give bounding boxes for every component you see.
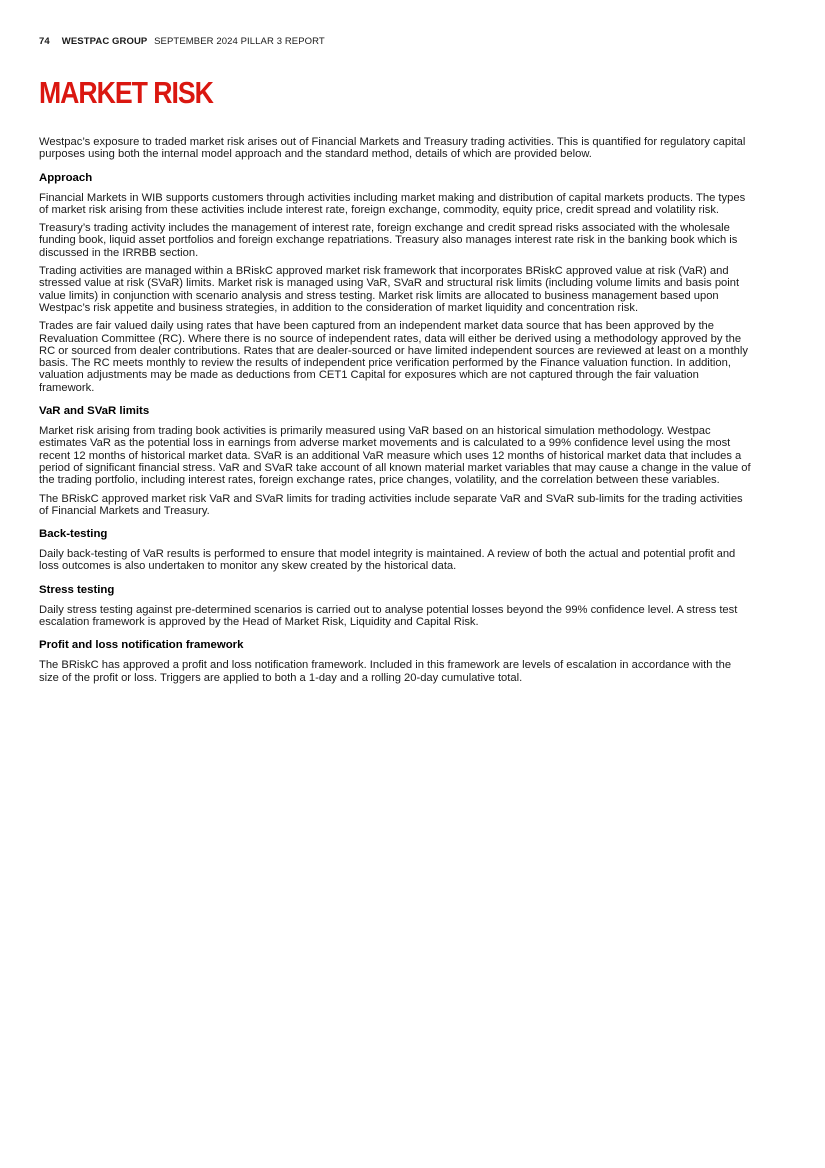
body-paragraph: Market risk arising from trading book activities is primarily measured using VaR based on an historical simulation methodology. Westpac estimates VaR as the potential loss in earnings from adverse market movements and is calculated to a 99% confidence level using the most recent 12 months of historical market data. SVaR is an additional VaR measure which uses 12 months of historical market data that includes a period of significant financial stress. VaR and SVaR take account of all known material market variables that may cause a change in the value of the trading portfolio, including interest rates, foreign exchange rates, price changes, volatility, and the correlation between these variables. <box>39 425 751 487</box>
section-heading: VaR and SVaR limits <box>39 405 150 418</box>
page-number: 74 <box>39 36 50 47</box>
body-paragraph: The BRiskC approved market risk VaR and SVaR limits for trading activities include separate VaR and SVaR sub-limits for the trading activities of Financial Markets and Treasury. <box>39 492 743 517</box>
section-heading: Stress testing <box>39 583 115 596</box>
body-paragraph: The BRiskC has approved a profit and loss notification framework. Included in this framework are levels of escalation in accordance with the size of the profit or loss. Triggers are applied to both a 1-day and a rolling 20-day cumulative total. <box>39 659 732 684</box>
document-body <box>39 136 751 690</box>
running-header <box>39 36 325 47</box>
body-paragraph: Daily back-testing of VaR results is performed to ensure that model integrity is maintained. A review of both the actual and potential profit and loss outcomes is also undertaken to monitor any skew created by the historical data. <box>39 548 736 573</box>
section-stress-testing <box>39 584 751 629</box>
organization-name: WESTPAC GROUP <box>61 36 148 47</box>
body-paragraph: Daily stress testing against pre-determined scenarios is carried out to analyse potential losses beyond the 99% confidence level. A stress test escalation framework is approved by the Head of Market Risk, Liquidity and Capital Risk. <box>39 603 738 629</box>
body-paragraph: Trading activities are managed within a BRiskC approved market risk framework that incorporates BRiskC approved value at risk (VaR) and stressed value at risk (SVaR) limits. Market risk is managed using VaR, SVaR and structural risk limits (including volume limits and basis point value limits) in conjunction with scenario analysis and stress testing. Market risk limits are allocated to business management based upon Westpac’s risk appetite and business strategies, in addition to the consideration of market liquidity and concentration risk. <box>39 265 740 314</box>
section-heading: Approach <box>39 171 93 184</box>
section-pl-notification <box>39 639 751 684</box>
section-back-testing <box>39 528 751 573</box>
section-heading: Back-testing <box>39 528 108 541</box>
report-name: SEPTEMBER 2024 PILLAR 3 REPORT <box>154 36 325 47</box>
body-paragraph: Trades are fair valued daily using rates that have been captured from an independent market data source that has been approved by the Revaluation Committee (RC). Where there is no source of independent rates, data will either be derived using a methodology approved by the RC or sourced from dealer contributions. Rates that are dealer-sourced or have limited independent sources are reviewed at least on a monthly basis. The RC meets monthly to review the results of independent price verification performed by the Finance valuation function. In addition, valuation adjustments may be made as deductions from CET1 Capital for exposures which are not captured through the fair valuation framework. <box>39 320 748 394</box>
section-approach <box>39 172 751 394</box>
section-var-svar-limits <box>39 405 751 517</box>
body-paragraph: Treasury’s trading activity includes the management of interest rate, foreign exchange and credit spread risks associated with the wholesale funding book, liquid asset portfolios and foreign exchange repatriations. Treasury also manages interest rate risk in the banking book which is discussed in the IRRBB section. <box>39 222 738 259</box>
section-heading: Profit and loss notification framework <box>39 639 244 652</box>
intro-paragraph: Westpac’s exposure to traded market risk arises out of Financial Markets and Treasury trading activities. This is quantified for regulatory capital purposes using both the internal model approach and the standard method, details of which are provided below. <box>39 136 746 161</box>
page-title: MARKET RISK <box>39 75 213 110</box>
body-paragraph: Financial Markets in WIB supports customers through activities including market making and distribution of capital markets products. The types of market risk arising from these activities include interest rate, foreign exchange, commodity, equity price, credit spread and volatility risk. <box>39 191 746 216</box>
